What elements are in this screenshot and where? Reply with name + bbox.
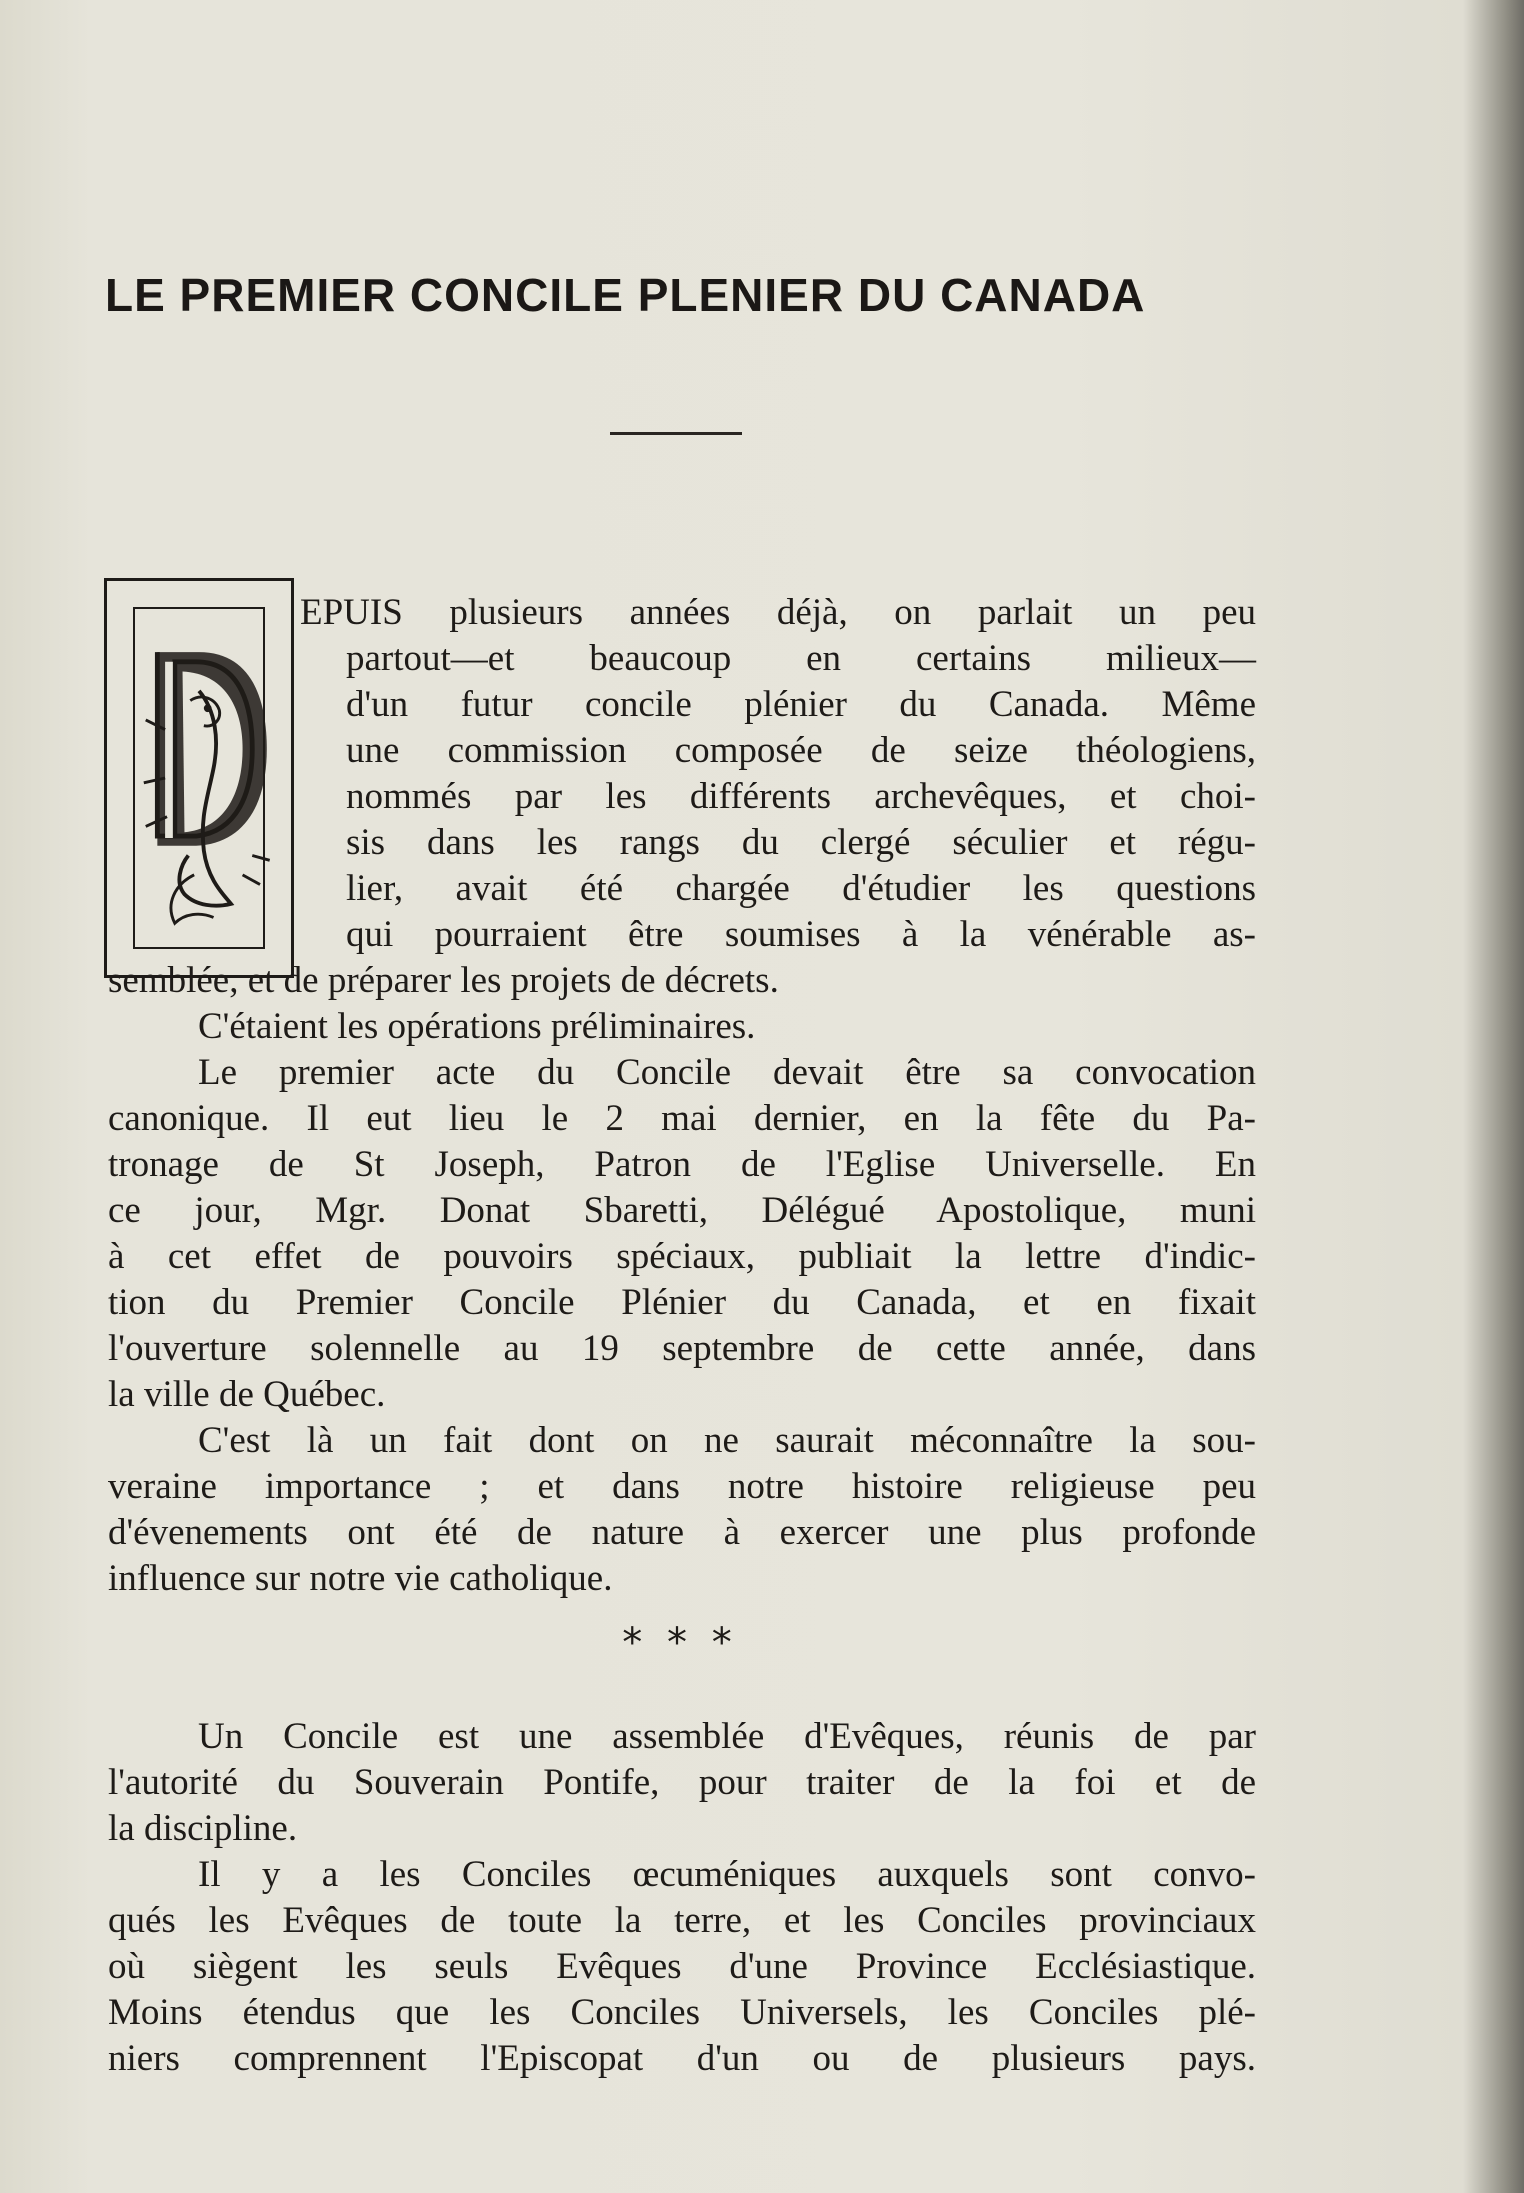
text-line: l'autorité du Souverain Pontife, pour traiter de la foi et de (108, 1762, 1256, 1803)
text-line: sis dans les rangs du clergé séculier et régu- (346, 822, 1256, 863)
text-line: Il y a les Conciles œcuméniques auxquels sont convo- (198, 1854, 1256, 1895)
text-line: Le premier acte du Concile devait être sa convocation (198, 1052, 1256, 1093)
text-line: C'est là un fait dont on ne saurait méconnaître la sou- (198, 1420, 1256, 1461)
text-line: Moins étendus que les Conciles Universels, les Conciles plé- (108, 1992, 1256, 2033)
dolphin-letter-d-icon (107, 581, 291, 975)
title-rule (610, 432, 742, 435)
text-line: la discipline. (108, 1808, 298, 1849)
text-line: ce jour, Mgr. Donat Sbaretti, Délégué Apostolique, muni (108, 1190, 1256, 1231)
drop-cap-d (104, 578, 294, 978)
text-line: l'ouverture solennelle au 19 septembre de cette année, dans (108, 1328, 1256, 1369)
text-line: niers comprennent l'Episcopat d'un ou de plusieurs pays. (108, 2038, 1256, 2079)
text-line: qués les Evêques de toute la terre, et les Conciles provinciaux (108, 1900, 1256, 1941)
text-line: C'étaient les opérations préliminaires. (198, 1006, 756, 1047)
text-line: où siègent les seuls Evêques d'une Province Ecclésiastique. (108, 1946, 1256, 1987)
text-line: d'évenements ont été de nature à exercer une plus profonde (108, 1512, 1256, 1553)
text-line: nommés par les différents archevêques, et choi- (346, 776, 1256, 817)
text-line: semblée, et de préparer les projets de décrets. (108, 960, 779, 1001)
text-line: Un Concile est une assemblée d'Evêques, réunis de par (198, 1716, 1256, 1757)
text-line: à cet effet de pouvoirs spéciaux, publiait la lettre d'indic- (108, 1236, 1256, 1277)
text-line: veraine importance ; et dans notre histoire religieuse peu (108, 1466, 1256, 1507)
text-line: canonique. Il eut lieu le 2 mai dernier, en la fête du Pa- (108, 1098, 1256, 1139)
text-line: qui pourraient être soumises à la vénérable as- (346, 914, 1256, 955)
text-line: lier, avait été chargée d'étudier les questions (346, 868, 1256, 909)
text-line: EPUIS plusieurs années déjà, on parlait un peu (300, 592, 1256, 633)
text-line: une commission composée de seize théologiens, (346, 730, 1256, 771)
text-line: influence sur notre vie catholique. (108, 1558, 613, 1599)
text-line: partout—et beaucoup en certains milieux— (346, 638, 1256, 679)
page-title: LE PREMIER CONCILE PLENIER DU CANADA (105, 269, 1146, 321)
text-line: tronage de St Joseph, Patron de l'Eglise Universelle. En (108, 1144, 1256, 1185)
section-ornament: * * * (622, 1620, 738, 1666)
text-line: la ville de Québec. (108, 1374, 386, 1415)
text-line: d'un futur concile plénier du Canada. Même (346, 684, 1256, 725)
text-line: tion du Premier Concile Plénier du Canada, et en fixait (108, 1282, 1256, 1323)
